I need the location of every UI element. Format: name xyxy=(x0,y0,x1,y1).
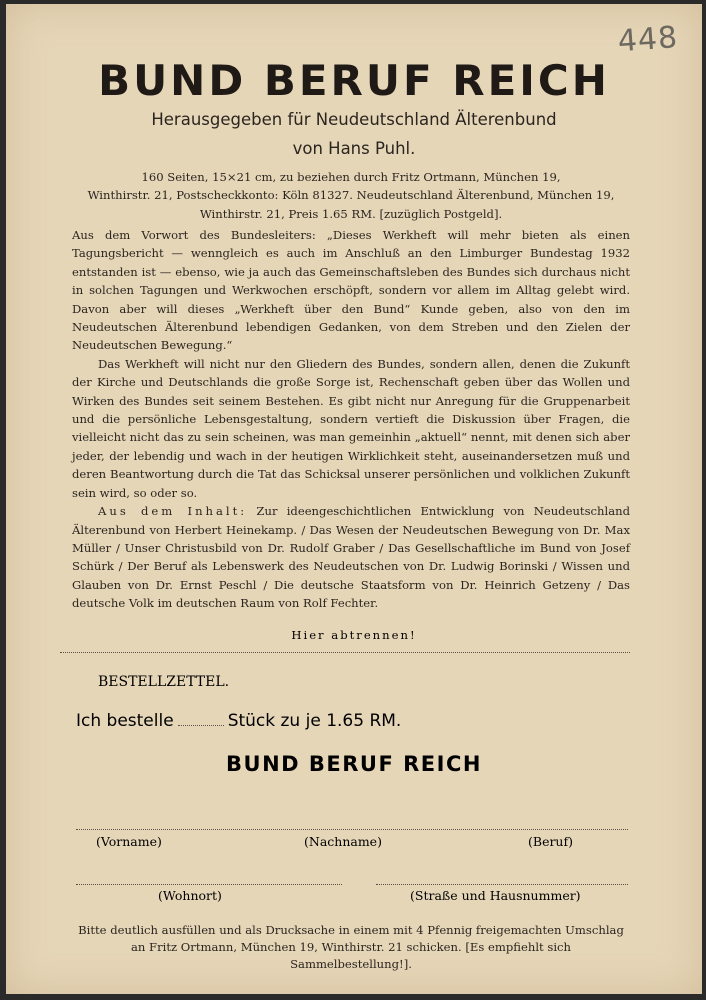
street-label: (Straße und Hausnummer) xyxy=(410,888,581,903)
profession-label: (Beruf) xyxy=(528,834,573,849)
first-name-label: (Vorname) xyxy=(96,834,162,849)
residence-label: (Wohnort) xyxy=(158,888,222,903)
contents-paragraph xyxy=(72,502,630,612)
name-profession-field[interactable] xyxy=(76,829,628,830)
order-line xyxy=(76,711,401,731)
residence-field[interactable] xyxy=(76,884,342,885)
description-text xyxy=(72,226,630,613)
info-line: 160 Seiten, 15×21 cm, zu beziehen durch Fritz Ortmann, München 19, xyxy=(141,170,561,184)
last-name-label: (Nachname) xyxy=(304,834,382,849)
contents-text: Zur ideengeschichtlichen Entwicklung von Neudeutschland Älterenbund von Herbert Heinekamp. / Das Wesen der Neudeutschen Bewegung von Dr. Max Müller / Unser Christusbild von Dr. Rudolf Graber / Das Gesellschaftliche im Bund von Josef Schürk / Der Beruf als Lebenswerk des Neudeutschen von Dr. Ludwig Borinski / Wissen und Glauben von Dr. Ernst Peschl / Die deutsche Staatsform von Dr. Heinrich Getzeny / Das deutsche Volk im deutschen Raum von Rolf Fechter. xyxy=(72,504,630,611)
info-line: Winthirstr. 21, Preis 1.65 RM. [zuzüglich Postgeld]. xyxy=(199,206,503,221)
description-paragraph: Das Werkheft will nicht nur den Gliedern des Bundes, sondern allen, denen die Zukunft der Kirche und Deutschlands die große Sorge ist, Rechenschaft geben über das Wollen und Wirken des Bundes seit seinem Bestehen. Es gibt nicht nur Anregung für die Gruppenarbeit und die persönliche Lebensgestaltung, sondern vertieft die Diskussion über Fragen, die vielleicht nicht das zu sein scheinen, was man gemeinhin „aktuell“ nennt, mit denen sich aber jeder, der lebendig und wach in der heutigen Wirklichkeit steht, auseinandersetzen muß und deren Beantwortung durch die Tat das Schicksal unserer persönlichen und volklichen Zukunft sein wird, so oder so. xyxy=(72,356,630,500)
street-field[interactable] xyxy=(376,884,628,885)
document-page xyxy=(6,4,702,994)
byline: von Hans Puhl. xyxy=(292,139,416,158)
order-instructions: Bitte deutlich ausfüllen und als Drucksache in einem mit 4 Pfennig freigemachten Umschlag an Fritz Ortmann, München 19, Winthirstr. 21 schicken. [Es empfiehlt sich Sammelbestellung!]. xyxy=(78,923,624,971)
order-suffix: Stück zu je 1.65 RM. xyxy=(227,711,402,731)
contents-label: Aus dem Inhalt: xyxy=(98,504,248,519)
order-prefix: Ich bestelle xyxy=(76,711,174,731)
info-line: Winthirstr. 21, Postscheckkonto: Köln 81327. Neudeutschland Älterenbund, München 19, xyxy=(87,188,615,203)
page-title: BUND BERUF REICH xyxy=(98,56,610,105)
foreword-paragraph: Aus dem Vorwort des Bundesleiters: „Dieses Werkheft will mehr bieten als einen Tagungsbericht — wenngleich es auch im Anschluß an den Limburger Bundestag 1932 entstanden ist — ebenso, wie ja auch das Gemeinschaftsleben des Bundes sich durchaus nicht in solchen Tagungen und Werkwochen erschöpft, sondern vor allem im Alltag gelebt wird. Davon aber will dieses „Werkheft über den Bund“ Kunde geben, also von den im Neudeutschen Älterenbund lebendigen Gedanken, von dem Streben und den Zielen der Neudeutschen Bewegung.“ xyxy=(72,228,630,353)
publication-info xyxy=(72,168,630,223)
pencil-annotation: 448 xyxy=(616,20,680,60)
order-form-heading: BESTELLZETTEL. xyxy=(98,674,230,690)
order-book-title: BUND BERUF REICH xyxy=(226,752,482,776)
cut-line xyxy=(60,652,630,653)
cut-here-note: Hier abtrennen! xyxy=(291,628,417,642)
subtitle: Herausgegeben für Neudeutschland Älterenbund xyxy=(151,110,557,129)
quantity-field[interactable] xyxy=(178,725,224,726)
